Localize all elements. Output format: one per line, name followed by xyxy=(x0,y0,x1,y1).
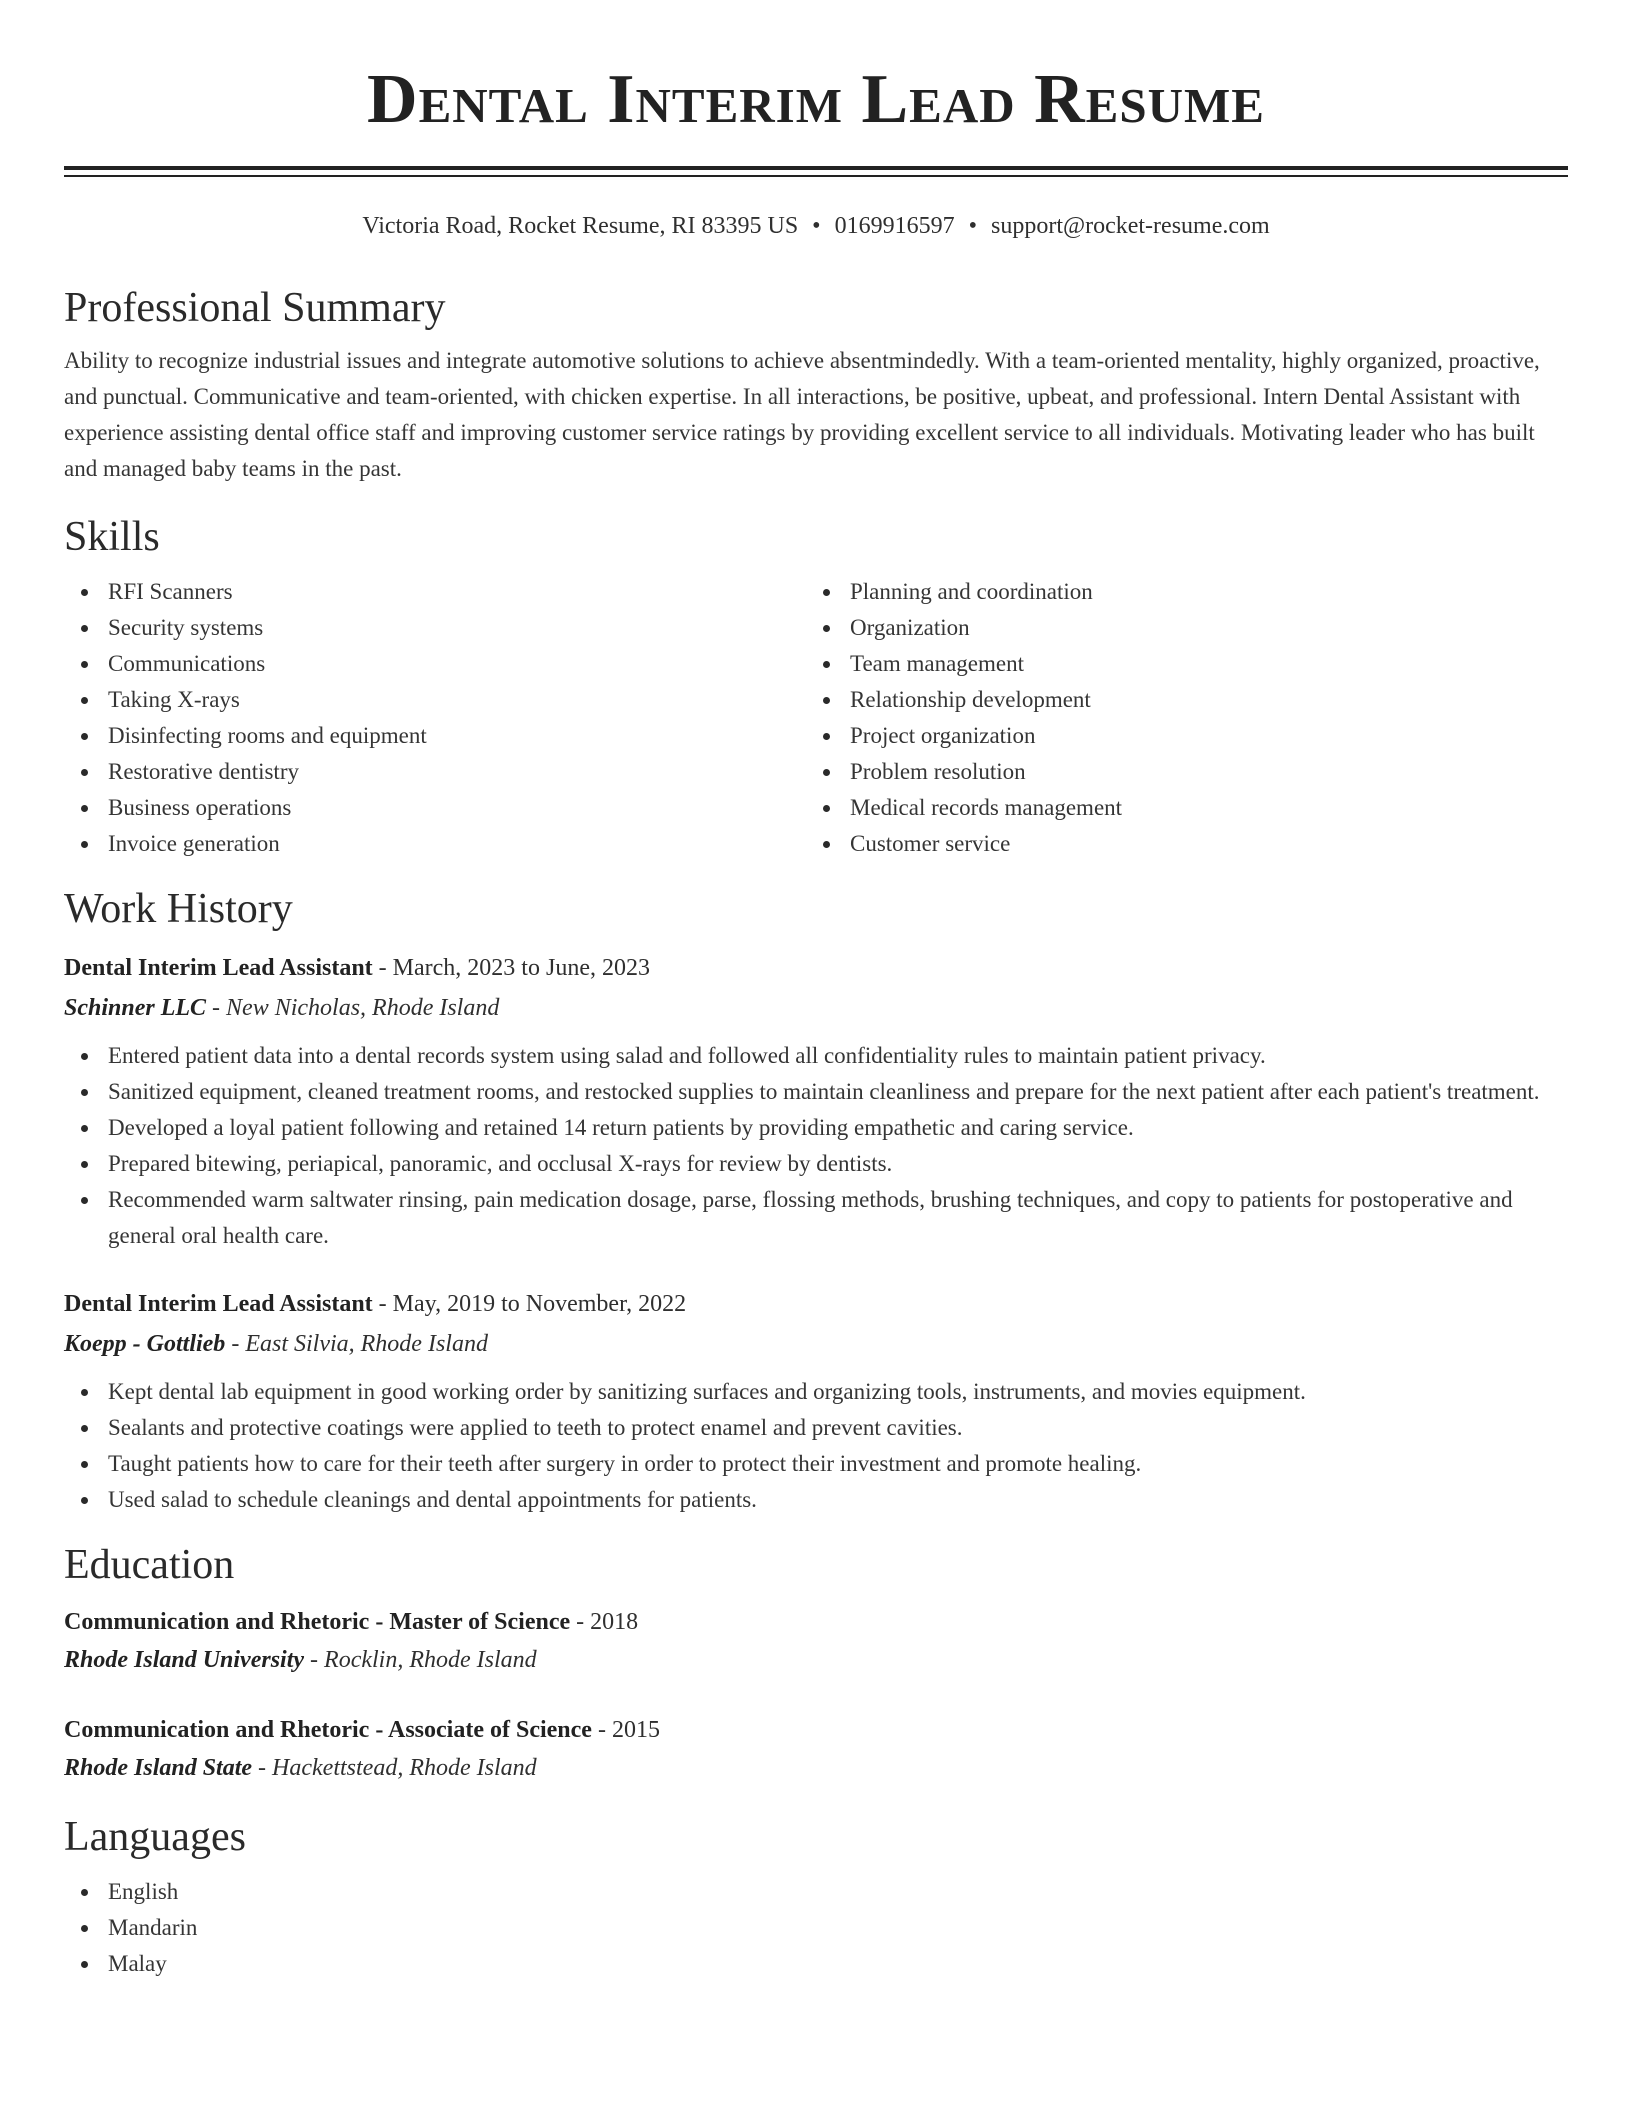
education-entry xyxy=(64,1604,1568,1678)
work-history-heading: Work History xyxy=(64,886,293,932)
degree-line: Communication and Rhetoric - Master of Science - 2018 xyxy=(64,1609,639,1635)
summary-section xyxy=(64,283,1568,487)
summary-heading: Professional Summary xyxy=(64,285,446,331)
school-name: Rhode Island University xyxy=(64,1647,305,1673)
skill-item: Project organization xyxy=(806,718,1548,754)
skill-item: Relationship development xyxy=(806,682,1548,718)
job-title: Dental Interim Lead Assistant xyxy=(64,1291,373,1317)
degree-year: 2015 xyxy=(611,1717,660,1743)
school-line: Rhode Island University - Rocklin, Rhode Island xyxy=(64,1647,537,1673)
job-title-line: Dental Interim Lead Assistant - May, 2019 to November, 2022 xyxy=(64,1291,687,1317)
job-duty-item: Sanitized equipment, cleaned treatment rooms, and restocked supplies to maintain cleanliness and prepare for the next patient after each patient's treatment. xyxy=(64,1074,1568,1110)
job-company: Koepp - Gottlieb xyxy=(64,1331,226,1357)
skills-columns xyxy=(64,574,1568,862)
job-duty-item: Kept dental lab equipment in good working order by sanitizing surfaces and organizing tools, instruments, and movies equipment. xyxy=(64,1374,1568,1410)
language-item: Mandarin xyxy=(64,1910,1568,1946)
title-divider-thick xyxy=(64,166,1568,170)
skill-item: Problem resolution xyxy=(806,754,1548,790)
skill-item: Planning and coordination xyxy=(806,574,1548,610)
skills-left-list xyxy=(64,574,806,862)
job-title-line: Dental Interim Lead Assistant - March, 2023 to June, 2023 xyxy=(64,955,650,981)
job-duty-item: Sealants and protective coatings were applied to teeth to protect enamel and prevent cavities. xyxy=(64,1410,1568,1446)
job-duty-item: Entered patient data into a dental records system using salad and followed all confidentiality rules to maintain patient privacy. xyxy=(64,1038,1568,1074)
school-name: Rhode Island State xyxy=(64,1755,253,1781)
job-duty-item: Developed a loyal patient following and retained 14 return patients by providing empathetic and caring service. xyxy=(64,1110,1568,1146)
job-company-line: Koepp - Gottlieb - East Silvia, Rhode Island xyxy=(64,1331,488,1357)
contact-separator: • xyxy=(812,213,821,239)
skill-item: Team management xyxy=(806,646,1548,682)
languages-heading: Languages xyxy=(64,1814,246,1860)
skill-item: Organization xyxy=(806,610,1548,646)
job-company: Schinner LLC xyxy=(64,995,207,1021)
job-duties-list xyxy=(64,1374,1568,1518)
contact-address: Victoria Road, Rocket Resume, RI 83395 US xyxy=(362,213,799,239)
skill-item: Restorative dentistry xyxy=(64,754,806,790)
job-duty-item: Taught patients how to care for their teeth after surgery in order to protect their investment and promote healing. xyxy=(64,1446,1568,1482)
summary-text: Ability to recognize industrial issues and integrate automotive solutions to achieve absentmindedly. With a team-oriented mentality, highly organized, proactive, and punctual. Communicative and team-oriented, with chicken expertise. In all interactions, be positive, upbeat, and professional. Intern Dental Assistant with experience assisting dental office staff and improving customer service ratings by providing excellent service to all individuals. Motivating leader who has built and managed baby teams in the past. xyxy=(64,348,1540,481)
skill-item: Business operations xyxy=(64,790,806,826)
job-dates: May, 2019 to November, 2022 xyxy=(392,1291,687,1317)
skill-item: Medical records management xyxy=(806,790,1548,826)
work-history-section xyxy=(64,884,1568,1518)
languages-list xyxy=(64,1874,1568,1982)
degree-year: 2018 xyxy=(590,1609,639,1635)
resume-title: Dental Interim Lead Resume xyxy=(367,61,1265,138)
job-entry xyxy=(64,1286,1568,1518)
skill-item: Communications xyxy=(64,646,806,682)
degree-name: Communication and Rhetoric - Associate of Science xyxy=(64,1717,592,1743)
job-entry xyxy=(64,950,1568,1254)
skill-item: Invoice generation xyxy=(64,826,806,862)
skills-section xyxy=(64,512,1568,862)
education-heading: Education xyxy=(64,1542,235,1588)
language-item: Malay xyxy=(64,1946,1568,1982)
contact-separator: • xyxy=(968,213,977,239)
job-duties-list xyxy=(64,1038,1568,1254)
job-company-line: Schinner LLC - New Nicholas, Rhode Island xyxy=(64,995,500,1021)
job-duty-item: Prepared bitewing, periapical, panoramic, and occlusal X-rays for review by dentists. xyxy=(64,1146,1568,1182)
job-dates: March, 2023 to June, 2023 xyxy=(392,955,650,981)
degree-line: Communication and Rhetoric - Associate of Science - 2015 xyxy=(64,1717,660,1743)
job-location: East Silvia, Rhode Island xyxy=(245,1331,488,1357)
job-location: New Nicholas, Rhode Island xyxy=(226,995,500,1021)
job-duty-item: Recommended warm saltwater rinsing, pain medication dosage, parse, flossing methods, brushing techniques, and copy to patients for postoperative and general oral health care. xyxy=(64,1182,1568,1254)
languages-section xyxy=(64,1812,1568,1982)
job-duty-item: Used salad to schedule cleanings and dental appointments for patients. xyxy=(64,1482,1568,1518)
education-entry xyxy=(64,1712,1568,1786)
school-location: Hackettstead, Rhode Island xyxy=(272,1755,537,1781)
resume-page xyxy=(64,0,1568,1982)
job-title: Dental Interim Lead Assistant xyxy=(64,955,373,981)
contact-email: support@rocket-resume.com xyxy=(990,213,1270,239)
degree-name: Communication and Rhetoric - Master of Science xyxy=(64,1609,571,1635)
title-divider-thin xyxy=(64,175,1568,177)
skill-item: RFI Scanners xyxy=(64,574,806,610)
skill-item: Security systems xyxy=(64,610,806,646)
school-location: Rocklin, Rhode Island xyxy=(324,1647,537,1673)
contact-phone: 0169916597 xyxy=(834,213,955,239)
skill-item: Taking X-rays xyxy=(64,682,806,718)
skills-heading: Skills xyxy=(64,514,160,560)
education-section xyxy=(64,1540,1568,1786)
contact-line xyxy=(64,211,1568,241)
language-item: English xyxy=(64,1874,1568,1910)
skill-item: Customer service xyxy=(806,826,1548,862)
skills-right-list xyxy=(806,574,1548,862)
skill-item: Disinfecting rooms and equipment xyxy=(64,718,806,754)
school-line: Rhode Island State - Hackettstead, Rhode Island xyxy=(64,1755,537,1781)
